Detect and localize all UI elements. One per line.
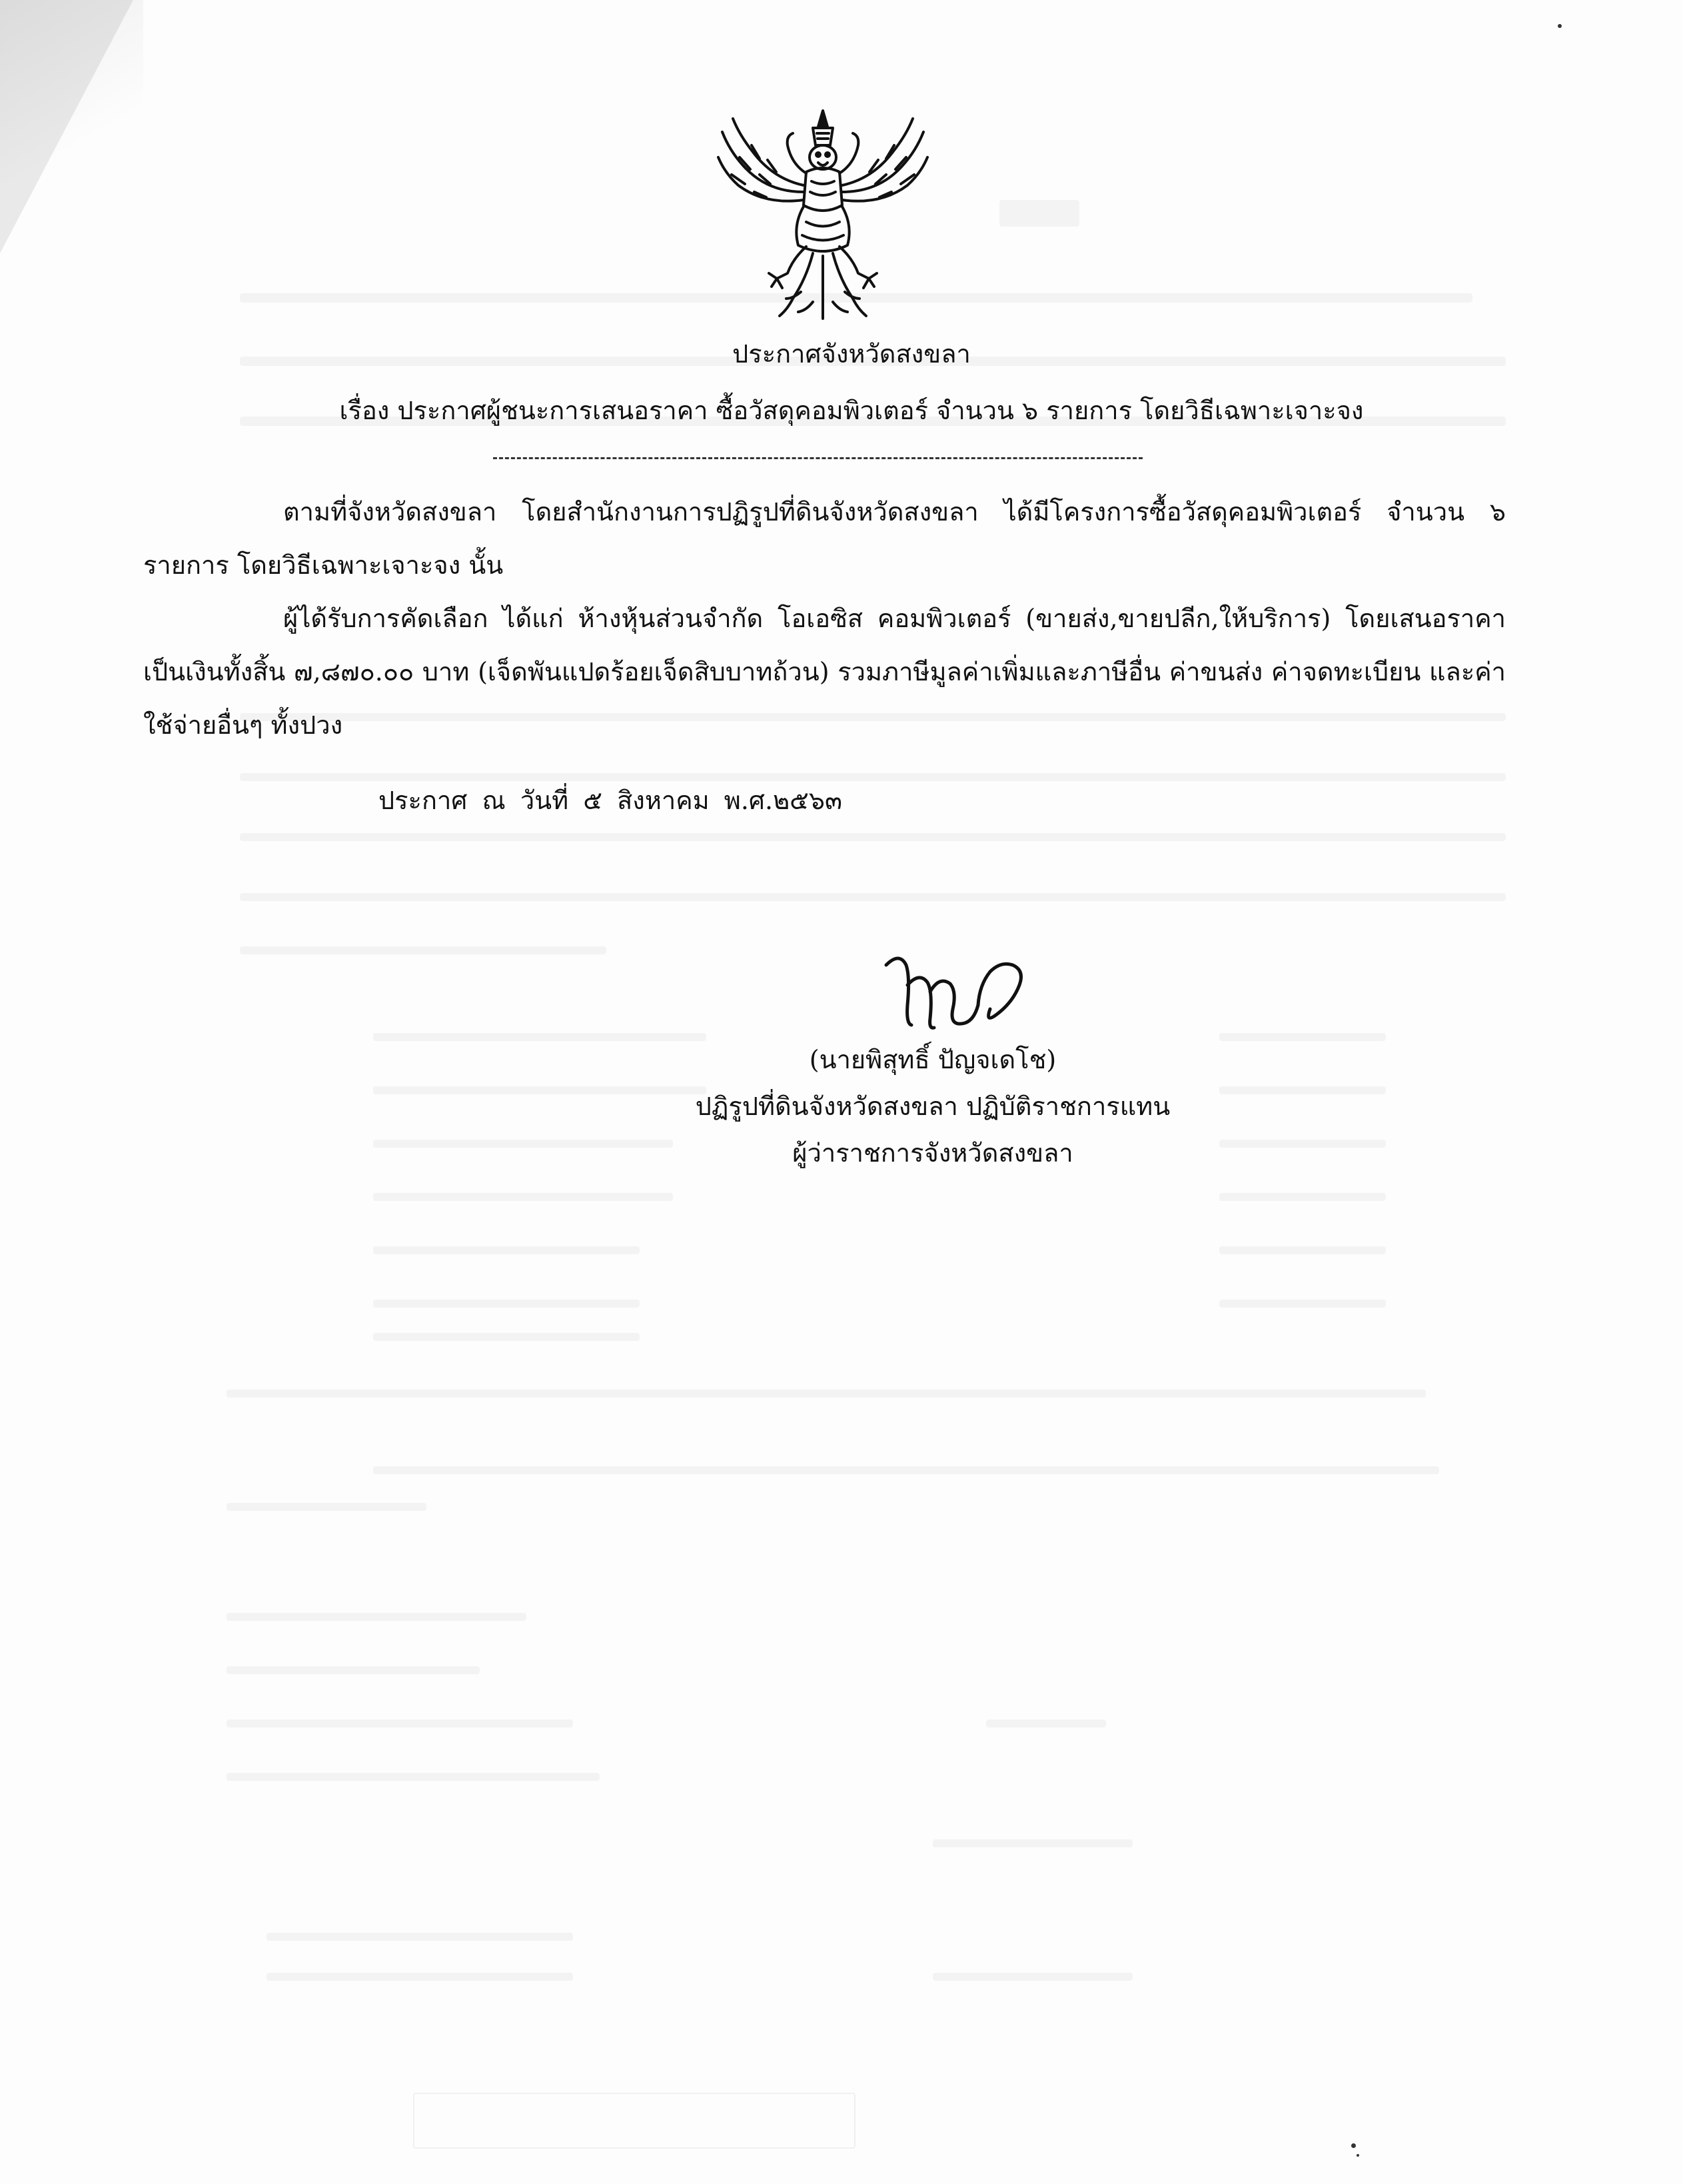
garuda-emblem-icon <box>713 99 933 325</box>
announcement-subject: เรื่อง ประกาศผู้ชนะการเสนอราคา ซื้อวัสดุคอมพิวเตอร์ จำนวน ๖ รายการ โดยวิธีเฉพาะเจาะจง <box>339 396 1364 425</box>
announcement-title: ประกาศจังหวัดสงขลา <box>732 339 971 369</box>
signatory-title: ผู้ว่าราชการจังหวัดสงขลา <box>792 1138 1073 1168</box>
paragraph-winner: ผู้ได้รับการคัดเลือก ได้แก่ ห้างหุ้นส่วนจำกัด โอเอซิส คอมพิวเตอร์ (ขายส่ง,ขายปลีก,ให้บริการ) โดยเสนอราคา เป็นเงินทั้งสิ้น ๗,๘๗๐.๐๐ บาท (เจ็ดพันแปดร้อยเจ็ดสิบบาทถ้วน) รวมภาษีมูลค่าเพิ่มและภาษีอื่น ค่าขนส่ง ค่าจดทะเบียน และค่าใช้จ่ายอื่นๆ ทั้งปวง <box>143 604 1506 740</box>
signatory-position: ปฏิรูปที่ดินจังหวัดสงขลา ปฏิบัติราชการแทน <box>695 1092 1171 1121</box>
paragraph-project: ตามที่จังหวัดสงขลา โดยสำนักงานการปฏิรูปที่ดินจังหวัดสงขลา ได้มีโครงการซื้อวัสดุคอมพิวเตอร์ จำนวน ๖ รายการ โดยวิธีเฉพาะเจาะจง นั้น <box>143 497 1506 580</box>
corner-shadow <box>0 0 143 267</box>
handwritten-signature <box>873 945 1039 1038</box>
announcement-date: ประกาศ ณ วันที่ ๕ สิงหาคม พ.ศ.๒๕๖๓ <box>378 786 843 815</box>
signatory-name: (นายพิสุทธิ์ ปัญจเดโช) <box>809 1045 1057 1074</box>
dashed-separator <box>493 457 1143 459</box>
signature-block <box>653 1036 1213 1176</box>
